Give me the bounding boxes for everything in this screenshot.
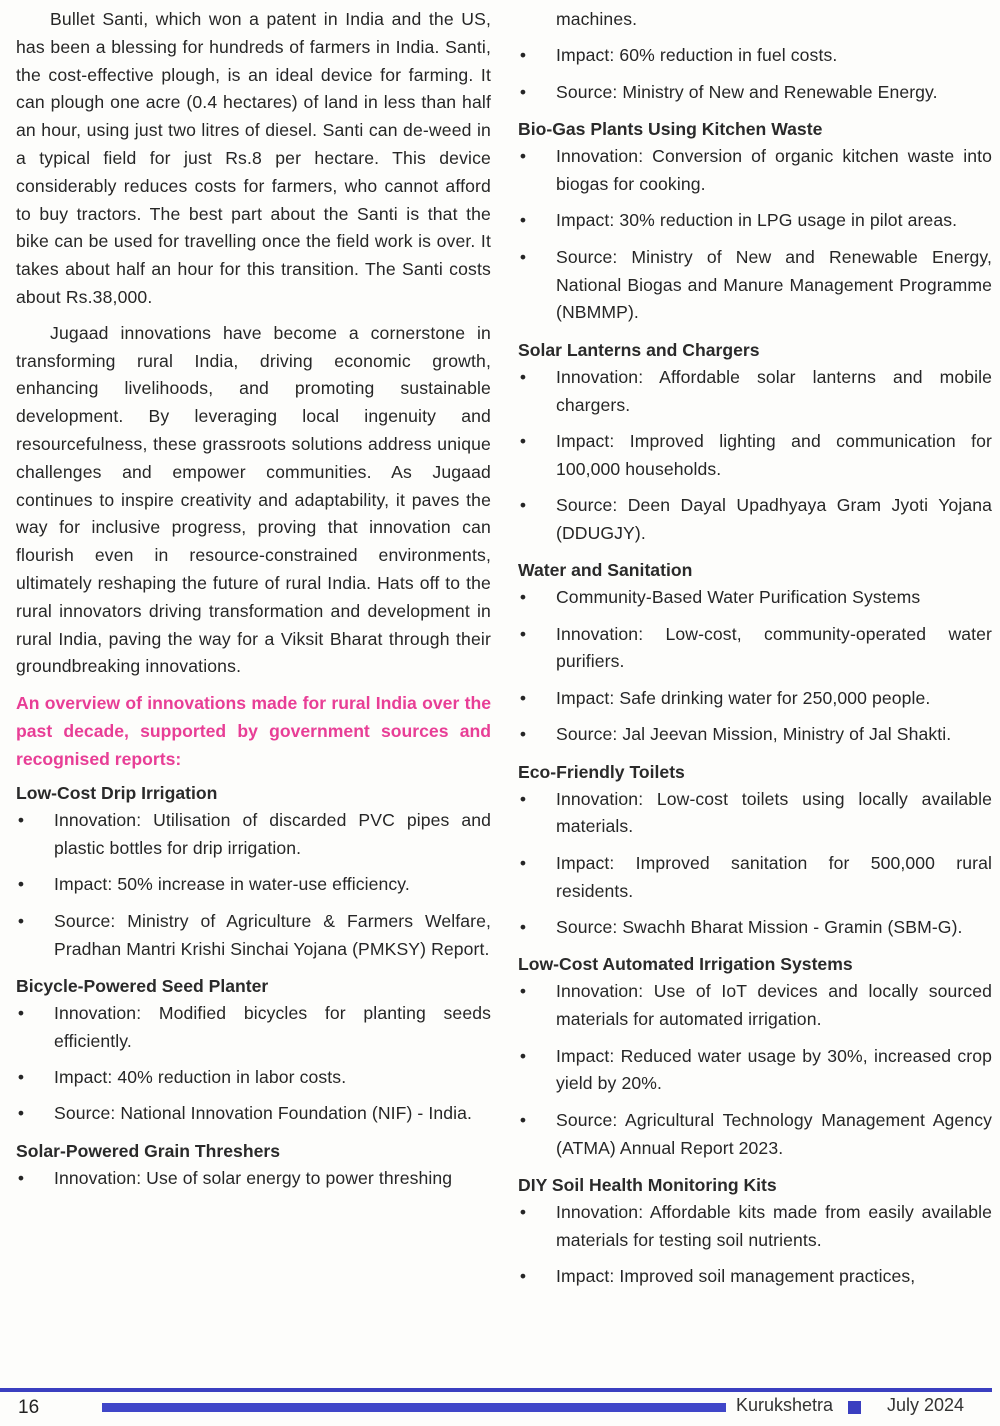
bullet-icon: • [519, 917, 527, 938]
list-item: • Impact: Reduced water usage by 30%, increased crop yield by 20%. [518, 1043, 992, 1099]
list-item: • Impact: 40% reduction in labor costs. [16, 1064, 491, 1092]
bullet-icon: • [519, 1109, 527, 1130]
bullet-icon: • [519, 81, 527, 102]
paragraph-bullet-santi: Bullet Santi, which won a patent in India and the US, has been a blessing for hundreds of farmers in India. Santi, the cost-effective plough, is an ideal device for farming. It can plough one acre (0.4 hectares) of land in less than half an hour, using just two litres of diesel. Santi can de-weed in a typical field for just Rs.8 per hectare. This device considerably reduces costs for farmers, who cannot afford to buy tractors. The best part about the Santi is that the bike can be used for travelling once the field work is over. It takes about half an hour for this transition. The Santi costs about Rs.38,000. [16, 9, 491, 307]
section-water-sanitation [518, 556, 992, 749]
section-eco-toilets [518, 758, 992, 942]
list-item: • Innovation: Affordable solar lanterns and mobile chargers. [518, 364, 992, 420]
bullet-icon: • [519, 1201, 527, 1222]
footer-divider [0, 1388, 992, 1392]
bullet-icon: • [519, 146, 527, 167]
list-item: • Impact: Improved sanitation for 500,000 rural residents. [518, 850, 992, 906]
list-item: • Community-Based Water Purification Systems [518, 584, 992, 612]
list-item-continuation: machines. [556, 9, 638, 29]
magazine-name: Kurukshetra [736, 1395, 834, 1415]
list-item: • Innovation: Use of solar energy to power threshing [16, 1165, 491, 1193]
list-item: • Innovation: Utilisation of discarded PVC pipes and plastic bottles for drip irrigation. [16, 807, 491, 863]
page-footer [0, 1385, 1000, 1426]
left-column [16, 6, 491, 1201]
bullet-icon: • [17, 1103, 25, 1124]
list-item: • Innovation: Low-cost, community-operated water purifiers. [518, 621, 992, 677]
bullet-list [16, 1000, 491, 1128]
section-title: Solar Lanterns and Chargers [518, 339, 760, 360]
bullet-icon: • [519, 587, 527, 608]
bullet-icon: • [519, 981, 527, 1002]
paragraph-jugaad-innovations: Jugaad innovations have become a cornerstone in transforming rural India, driving economic growth, enhancing livelihoods, and promoting sustainable development. By leveraging local ingenuity and resourcefulness, these grassroots solutions address unique challenges and empower communities. As Jugaad continues to inspire creativity and adaptability, it paves the way for inclusive progress, proving that innovation can flourish even in resource-constrained environments, ultimately reshaping the future of rural India. Hats off to the rural innovators driving transformation and development in rural India, paving the way for a Viksit Bharat through their groundbreaking innovations. [16, 322, 491, 677]
page-number: 16 [18, 1397, 40, 1418]
bullet-icon: • [519, 430, 527, 451]
bullet-list [518, 584, 992, 749]
bullet-icon: • [519, 366, 527, 387]
footer-bar [102, 1403, 726, 1412]
section-seed-planter [16, 972, 491, 1128]
list-item: • Source: Ministry of New and Renewable Energy, National Biogas and Manure Management Programme (NBMMP). [518, 244, 992, 327]
bullet-icon: • [519, 246, 527, 267]
bullet-list [518, 364, 992, 548]
list-item: • Impact: Improved lighting and communication for 100,000 households. [518, 428, 992, 484]
bullet-icon: • [17, 910, 25, 931]
list-item: • Innovation: Modified bicycles for planting seeds efficiently. [16, 1000, 491, 1056]
list-item: • Impact: 50% increase in water-use efficiency. [16, 871, 491, 899]
bullet-icon: • [17, 1067, 25, 1088]
issue-date: July 2024 [887, 1395, 965, 1415]
bullet-icon: • [519, 495, 527, 516]
list-item: • Impact: Safe drinking water for 250,000 people. [518, 685, 992, 713]
bullet-icon: • [519, 852, 527, 873]
section-title: DIY Soil Health Monitoring Kits [518, 1174, 777, 1195]
bullet-list [518, 786, 992, 942]
section-title: Bicycle-Powered Seed Planter [16, 975, 269, 996]
list-item: • Source: Swachh Bharat Mission - Gramin (SBM-G). [518, 914, 992, 942]
highlight-heading: An overview of innovations made for rural India over the past decade, supported by government sources and recognised reports: [16, 693, 491, 770]
list-item: • Innovation: Use of IoT devices and locally sourced materials for automated irrigation. [518, 978, 992, 1034]
bullet-list [518, 978, 992, 1162]
bullet-icon: • [17, 874, 25, 895]
continuation-list [518, 6, 992, 107]
bullet-icon: • [519, 623, 527, 644]
list-item: • Impact: 30% reduction in LPG usage in pilot areas. [518, 207, 992, 235]
section-grain-threshers [16, 1137, 491, 1193]
section-title: Bio-Gas Plants Using Kitchen Waste [518, 119, 823, 140]
section-solar-lanterns [518, 336, 992, 548]
list-item: • Source: National Innovation Foundation (NIF) - India. [16, 1100, 491, 1128]
list-item: • Source: Ministry of New and Renewable Energy. [518, 79, 992, 107]
section-biogas [518, 115, 992, 327]
list-item: • Source: Agricultural Technology Management Agency (ATMA) Annual Report 2023. [518, 1107, 992, 1163]
list-item: • Impact: Improved soil management practices, [518, 1263, 992, 1291]
section-drip-irrigation [16, 779, 491, 963]
bullet-list [518, 143, 992, 327]
section-soil-health-kits [518, 1171, 992, 1291]
section-title: Eco-Friendly Toilets [518, 761, 685, 782]
bullet-icon: • [519, 788, 527, 809]
section-automated-irrigation [518, 950, 992, 1162]
bullet-icon: • [17, 1002, 25, 1023]
bullet-icon: • [519, 687, 527, 708]
bullet-icon: • [519, 45, 527, 66]
section-title: Water and Sanitation [518, 560, 693, 581]
right-column [518, 6, 992, 1300]
bullet-icon: • [17, 1167, 25, 1188]
bullet-icon: • [17, 810, 25, 831]
list-item: • Innovation: Affordable kits made from easily available materials for testing soil nutrients. [518, 1199, 992, 1255]
list-item: • Innovation: Conversion of organic kitchen waste into biogas for cooking. [518, 143, 992, 199]
bullet-list [518, 1199, 992, 1291]
list-item: • Innovation: Low-cost toilets using locally available materials. [518, 786, 992, 842]
section-title: Low-Cost Automated Irrigation Systems [518, 954, 853, 975]
list-item: • Source: Deen Dayal Upadhyaya Gram Jyoti Yojana (DDUGJY). [518, 492, 992, 548]
list-item: • Impact: 60% reduction in fuel costs. [518, 42, 992, 70]
list-item: • Source: Jal Jeevan Mission, Ministry of Jal Shakti. [518, 721, 992, 749]
section-title: Solar-Powered Grain Threshers [16, 1140, 280, 1161]
square-separator-icon [848, 1401, 861, 1414]
list-item: • Source: Ministry of Agriculture & Farmers Welfare, Pradhan Mantri Krishi Sinchai Yojana (PMKSY) Report. [16, 908, 491, 964]
bullet-icon: • [519, 1045, 527, 1066]
bullet-icon: • [519, 210, 527, 231]
bullet-icon: • [519, 724, 527, 745]
section-title: Low-Cost Drip Irrigation [16, 783, 218, 804]
bullet-list [16, 1165, 491, 1193]
bullet-icon: • [519, 1266, 527, 1287]
bullet-list [16, 807, 491, 963]
